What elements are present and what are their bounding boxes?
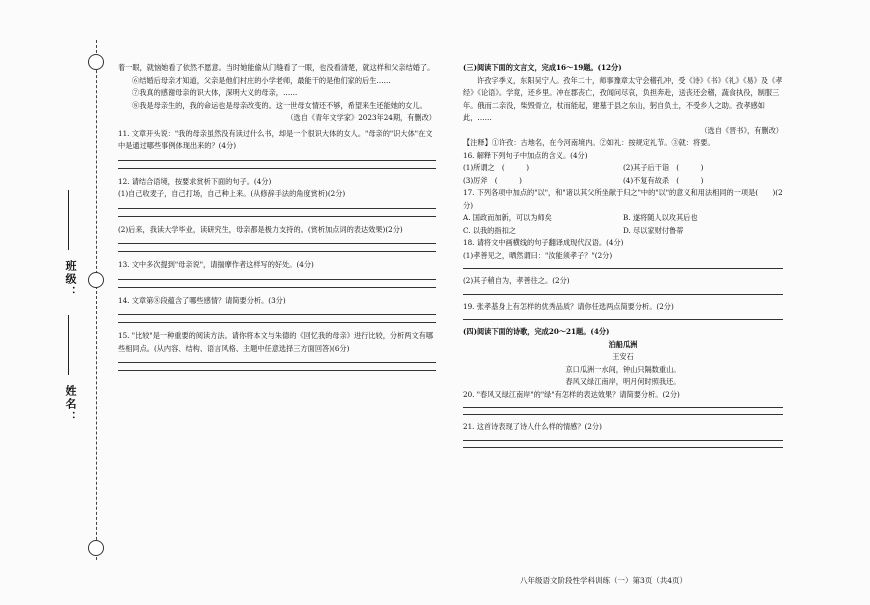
answer-line[interactable] — [463, 414, 783, 415]
question-17-options — [463, 212, 783, 237]
q16-item[interactable]: (1)所谓之 ( ) — [463, 163, 530, 172]
passage-source: （选自《晋书》，有删改） — [700, 125, 783, 135]
poem-line: 京口瓜洲一水间，钟山只隔数重山。 — [565, 364, 681, 374]
question-18-2: (2)其子稍自为，孝善往之。(2分) — [463, 276, 570, 285]
binding-hole — [88, 272, 104, 288]
q17-option-d[interactable]: D. 尽以家财付鲁蒂 — [623, 225, 684, 235]
question-12: 12. 请结合语境，按要求赏析下面的句子。(4分) — [118, 176, 272, 186]
answer-line[interactable] — [118, 287, 436, 288]
binding-margin — [0, 0, 110, 605]
answer-line[interactable] — [463, 294, 783, 295]
binding-hole — [88, 540, 104, 556]
answer-line[interactable] — [118, 322, 436, 323]
paragraph: ⑦我真的感谢母亲的识大体，深明大义的母亲，…… — [132, 88, 298, 97]
answer-line[interactable] — [118, 168, 436, 169]
class-label: 班级： — [64, 260, 77, 299]
left-column — [118, 62, 436, 378]
binding-dashed-line — [96, 40, 97, 560]
answer-line[interactable] — [463, 268, 783, 269]
answer-line[interactable] — [118, 362, 436, 363]
question-20: 20. "春风又绿江南岸"的"绿"有怎样的表达效果？请简要分析。(2分) — [463, 389, 680, 399]
q17-option-b[interactable]: B. 遂将随人以攻其后也 — [623, 213, 698, 222]
question-17: 17. 下列各项中加点的"以"，和"诸以其父所坐献于归之"中的"以"的意义和用法相同的一项是( )(2分) — [463, 188, 783, 210]
answer-line[interactable] — [118, 160, 436, 161]
question-16: 16. 解释下列句子中加点的含义。(4分) — [463, 150, 588, 160]
question-12-1: (1)自己收麦子，自己打场，自己种上来。(从修辞手法的角度赏析)(2分) — [118, 189, 346, 198]
binding-hole — [88, 54, 104, 70]
poem-line: 春风又绿江南岸，明月何时照我还。 — [565, 377, 681, 386]
answer-line[interactable] — [118, 370, 436, 371]
class-line[interactable] — [68, 190, 69, 250]
q16-item[interactable]: (2)其子后干诣 ( ) — [623, 163, 704, 172]
q17-option-a[interactable]: A. 国政而加新，可以为师矣 — [463, 213, 552, 222]
answer-line[interactable] — [118, 208, 436, 209]
section-3-title: (三)阅读下面的文言文，完成16～19题。(12分) — [463, 63, 622, 72]
answer-line[interactable] — [463, 440, 783, 441]
question-18-1: (1)孝善见之，晒然谓曰："汝能须孝子？"(2分) — [463, 250, 613, 260]
paragraph: 着一眼，就恼她看了依然不愿意。当时她能偷从门缝看了一眼，也没看清楚，就这样和父亲结婚了。 — [118, 63, 435, 72]
answer-line[interactable] — [118, 279, 436, 280]
name-line[interactable] — [68, 315, 69, 375]
question-15: 15. "比较"是一种重要的阅读方法。请你将本文与朱德的《回忆我的母亲》进行比较，分析两文有哪些相同点。(从内容、结构、语言风格、主题中任意选择三方面回答)(6分) — [118, 331, 434, 353]
poem-author: 王安石 — [612, 352, 634, 361]
answer-line[interactable] — [118, 243, 436, 244]
paragraph: ⑧我是母亲生的，我的命运也是母亲改变的。这一世母女情还不够，希望来生还能她的女儿。 — [132, 100, 427, 110]
answer-line[interactable] — [463, 319, 783, 320]
answer-line[interactable] — [463, 407, 783, 408]
right-column — [463, 62, 783, 454]
q16-item[interactable]: (3)厉斧 ( ) — [463, 175, 522, 185]
classical-passage: 许孜字季义，东阳吴宁人。孜年二十，师事豫章太守会稽孔冲，受《诗》《书》《礼》《易》及《孝经》《论语》。学竟，还乡里。冲在郡丧亡，孜闻问尽哀，负担奔赴，送丧还会稽，蔬食执役，制服三年。俄而二亲没，柴毁骨立，杖而能起，建墓于县之东山，躬自负土，不受乡人之助。孜孝感如此，…… — [463, 75, 783, 122]
question-18: 18. 请将文中画横线的句子翻译成现代汉语。(4分) — [463, 238, 624, 247]
answer-line[interactable] — [118, 216, 436, 217]
question-16-items — [463, 162, 783, 187]
question-21: 21. 这首诗表现了诗人什么样的情感？(2分) — [463, 422, 602, 431]
poem-title: 泊船瓜洲 — [608, 339, 638, 349]
answer-line[interactable] — [463, 447, 783, 448]
q16-item[interactable]: (4)不复有故杀 ( ) — [623, 175, 704, 185]
answer-line[interactable] — [118, 251, 436, 252]
question-13: 13. 文中多次提到"母亲说"，请揣摩作者这样写的好处。(4分) — [118, 260, 314, 269]
question-11: 11. 文章开头说："我的母亲虽然没有读过什么书，却是一个很识大体的女人。"母亲的"识大体"在文中是通过哪些事例体现出来的？(4分) — [118, 128, 433, 150]
question-14: 14. 文章第⑧段蕴含了哪些感情？请简要分析。(3分) — [118, 295, 286, 305]
page-footer: 八年级语文阶段性学科训练（一）第3页（共4页） — [520, 576, 688, 585]
answer-line[interactable] — [118, 314, 436, 315]
question-12-2: (2)后来，我读大学毕业，读研究生，母亲都是极力支持的。(赏析加点词的表达效果)(2分) — [118, 224, 403, 234]
paragraph: ⑥结婚后母亲才知道，父亲是他们村庄的小学老师，最能干的是他们家的后生…… — [132, 75, 391, 85]
name-label: 姓名： — [64, 385, 77, 424]
section-4-title: (四)阅读下面的诗歌，完成20～21题。(4分) — [463, 327, 610, 336]
notes: 【注释】①许孜：古地名，在今河南境内。②如礼：按规定礼节。③就：将要。 — [463, 138, 715, 147]
q17-option-c[interactable]: C. 以我的指扣之 — [463, 225, 516, 235]
source-note: （选自《青年文学家》2023年24期，有删改） — [286, 113, 436, 122]
question-19: 19. 张孝基身上有怎样的优秀品质？请你任选两点简要分析。(2分) — [463, 301, 674, 311]
